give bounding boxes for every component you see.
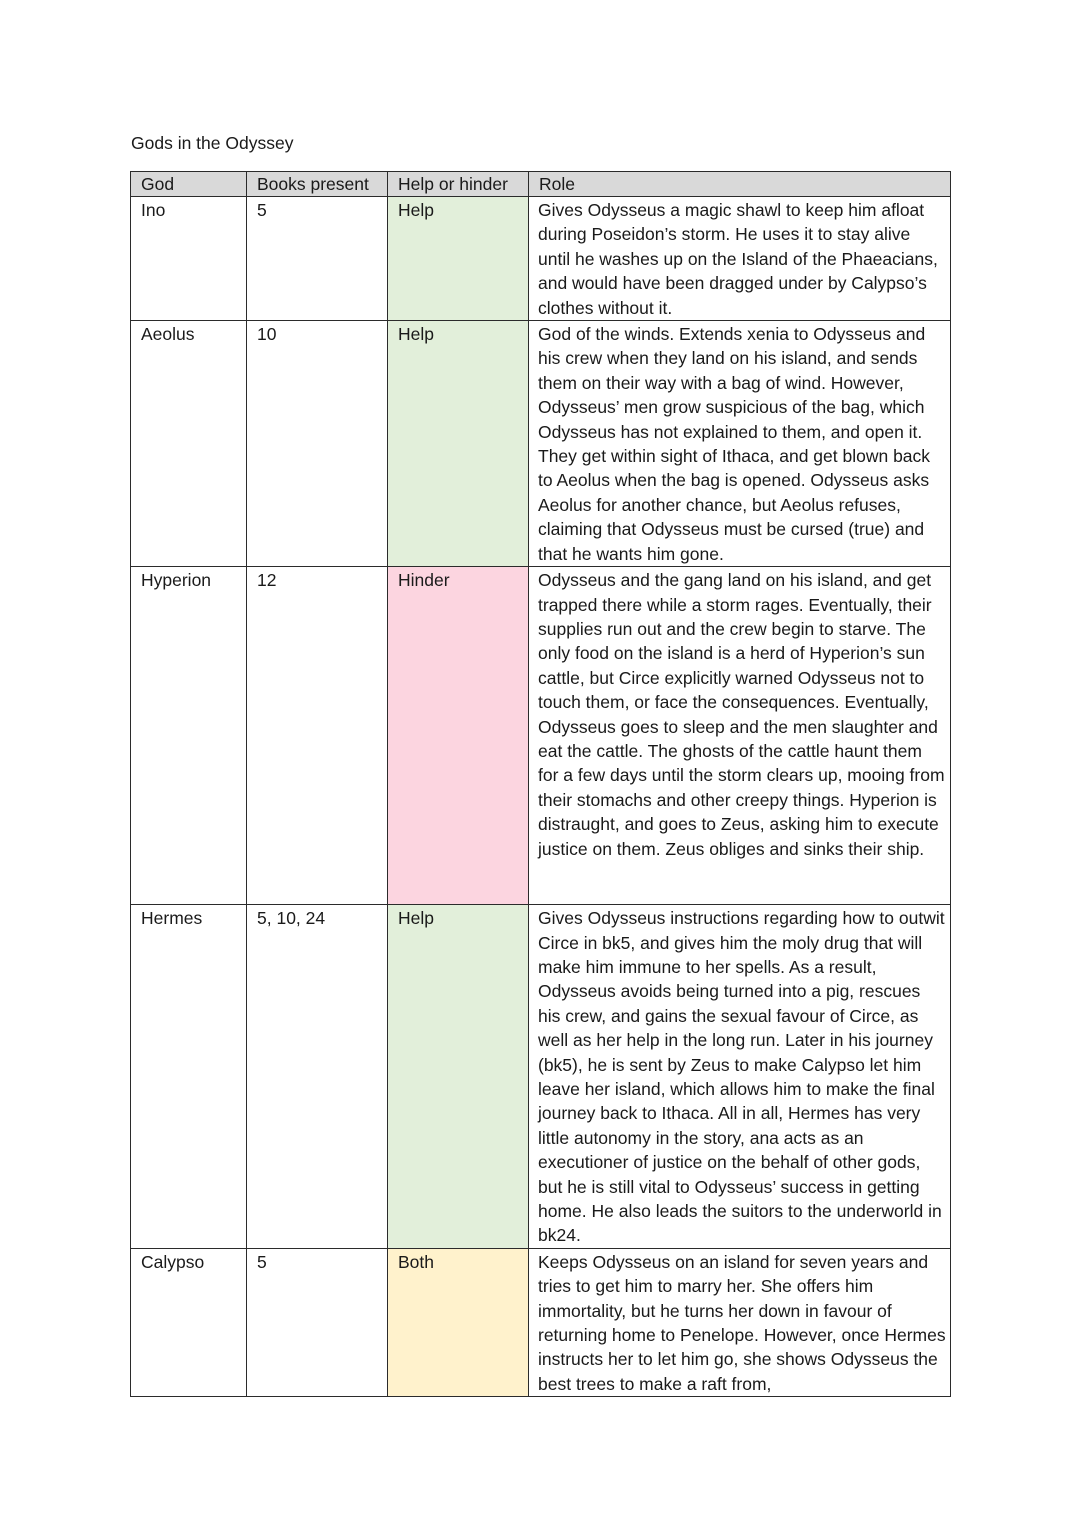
table-row (131, 567, 951, 905)
books-cell: 5 (247, 197, 388, 321)
table-header-row (131, 172, 951, 197)
help-hinder-cell: Help (388, 321, 529, 567)
books-cell: 10 (247, 321, 388, 567)
role-cell: God of the winds. Extends xenia to Odysseus and his crew when they land on his island, and sends them on their way with a bag of wind. However, Odysseus’ men grow suspicious of the bag, which Odysseus has not explained to them, and open it. They get within sight of Ithaca, and get blown back to Aeolus when the bag is opened. Odysseus asks Aeolus for another chance, but Aeolus refuses, claiming that Odysseus must be cursed (true) and that he wants him gone. (529, 321, 951, 567)
header-god: God (131, 172, 247, 197)
god-cell: Aeolus (131, 321, 247, 567)
help-hinder-cell: Both (388, 1248, 529, 1396)
god-cell: Hyperion (131, 567, 247, 905)
role-cell: Gives Odysseus instructions regarding how to outwit Circe in bk5, and gives him the moly drug that will make him immune to her spells. As a result, Odysseus avoids being turned into a pig, rescues his crew, and gains the sexual favour of Circe, as well as her help in the long run. Later in his journey (bk5), he is sent by Zeus to make Calypso let him leave her island, which allows him to make the final journey back to Ithaca. All in all, Hermes has very little autonomy in the story, ana acts as an executioner of justice on the behalf of other gods, but he is still vital to Odysseus’ success in getting home. He also leads the suitors to the underworld in bk24. (529, 905, 951, 1249)
role-cell: Keeps Odysseus on an island for seven years and tries to get him to marry her. She offers him immortality, but he turns her down in favour of returning home to Penelope. However, once Hermes instructs her to let him go, she shows Odysseus the best trees to make a raft from, (529, 1248, 951, 1396)
books-cell: 12 (247, 567, 388, 905)
god-cell: Hermes (131, 905, 247, 1249)
books-cell: 5 (247, 1248, 388, 1396)
gods-table (130, 171, 951, 1397)
table-row (131, 905, 951, 1249)
role-cell: Odysseus and the gang land on his island, and get trapped there while a storm rages. Eventually, their supplies run out and the crew begin to starve. The only food on the island is a herd of Hyperion’s sun cattle, but Circe explicitly warned Odysseus not to touch them, or face the consequences. Eventually, Odysseus goes to sleep and the men slaughter and eat the cattle. The ghosts of the cattle haunt them for a few days until the storm clears up, mooing from their stomachs and other creepy things. Hyperion is distraught, and goes to Zeus, asking him to execute justice on them. Zeus obliges and sinks their ship. (529, 567, 951, 905)
god-cell: Ino (131, 197, 247, 321)
page-title: Gods in the Odyssey (131, 133, 294, 153)
books-cell: 5, 10, 24 (247, 905, 388, 1249)
header-books-present: Books present (247, 172, 388, 197)
help-hinder-cell: Help (388, 197, 529, 321)
role-cell: Gives Odysseus a magic shawl to keep him afloat during Poseidon’s storm. He uses it to stay alive until he washes up on the Island of the Phaeacians, and would have been dragged under by Calypso’s clothes without it. (529, 197, 951, 321)
help-hinder-cell: Help (388, 905, 529, 1249)
header-role: Role (529, 172, 951, 197)
table-row (131, 197, 951, 321)
table-row (131, 321, 951, 567)
table-row (131, 1248, 951, 1396)
header-help-or-hinder: Help or hinder (388, 172, 529, 197)
god-cell: Calypso (131, 1248, 247, 1396)
help-hinder-cell: Hinder (388, 567, 529, 905)
